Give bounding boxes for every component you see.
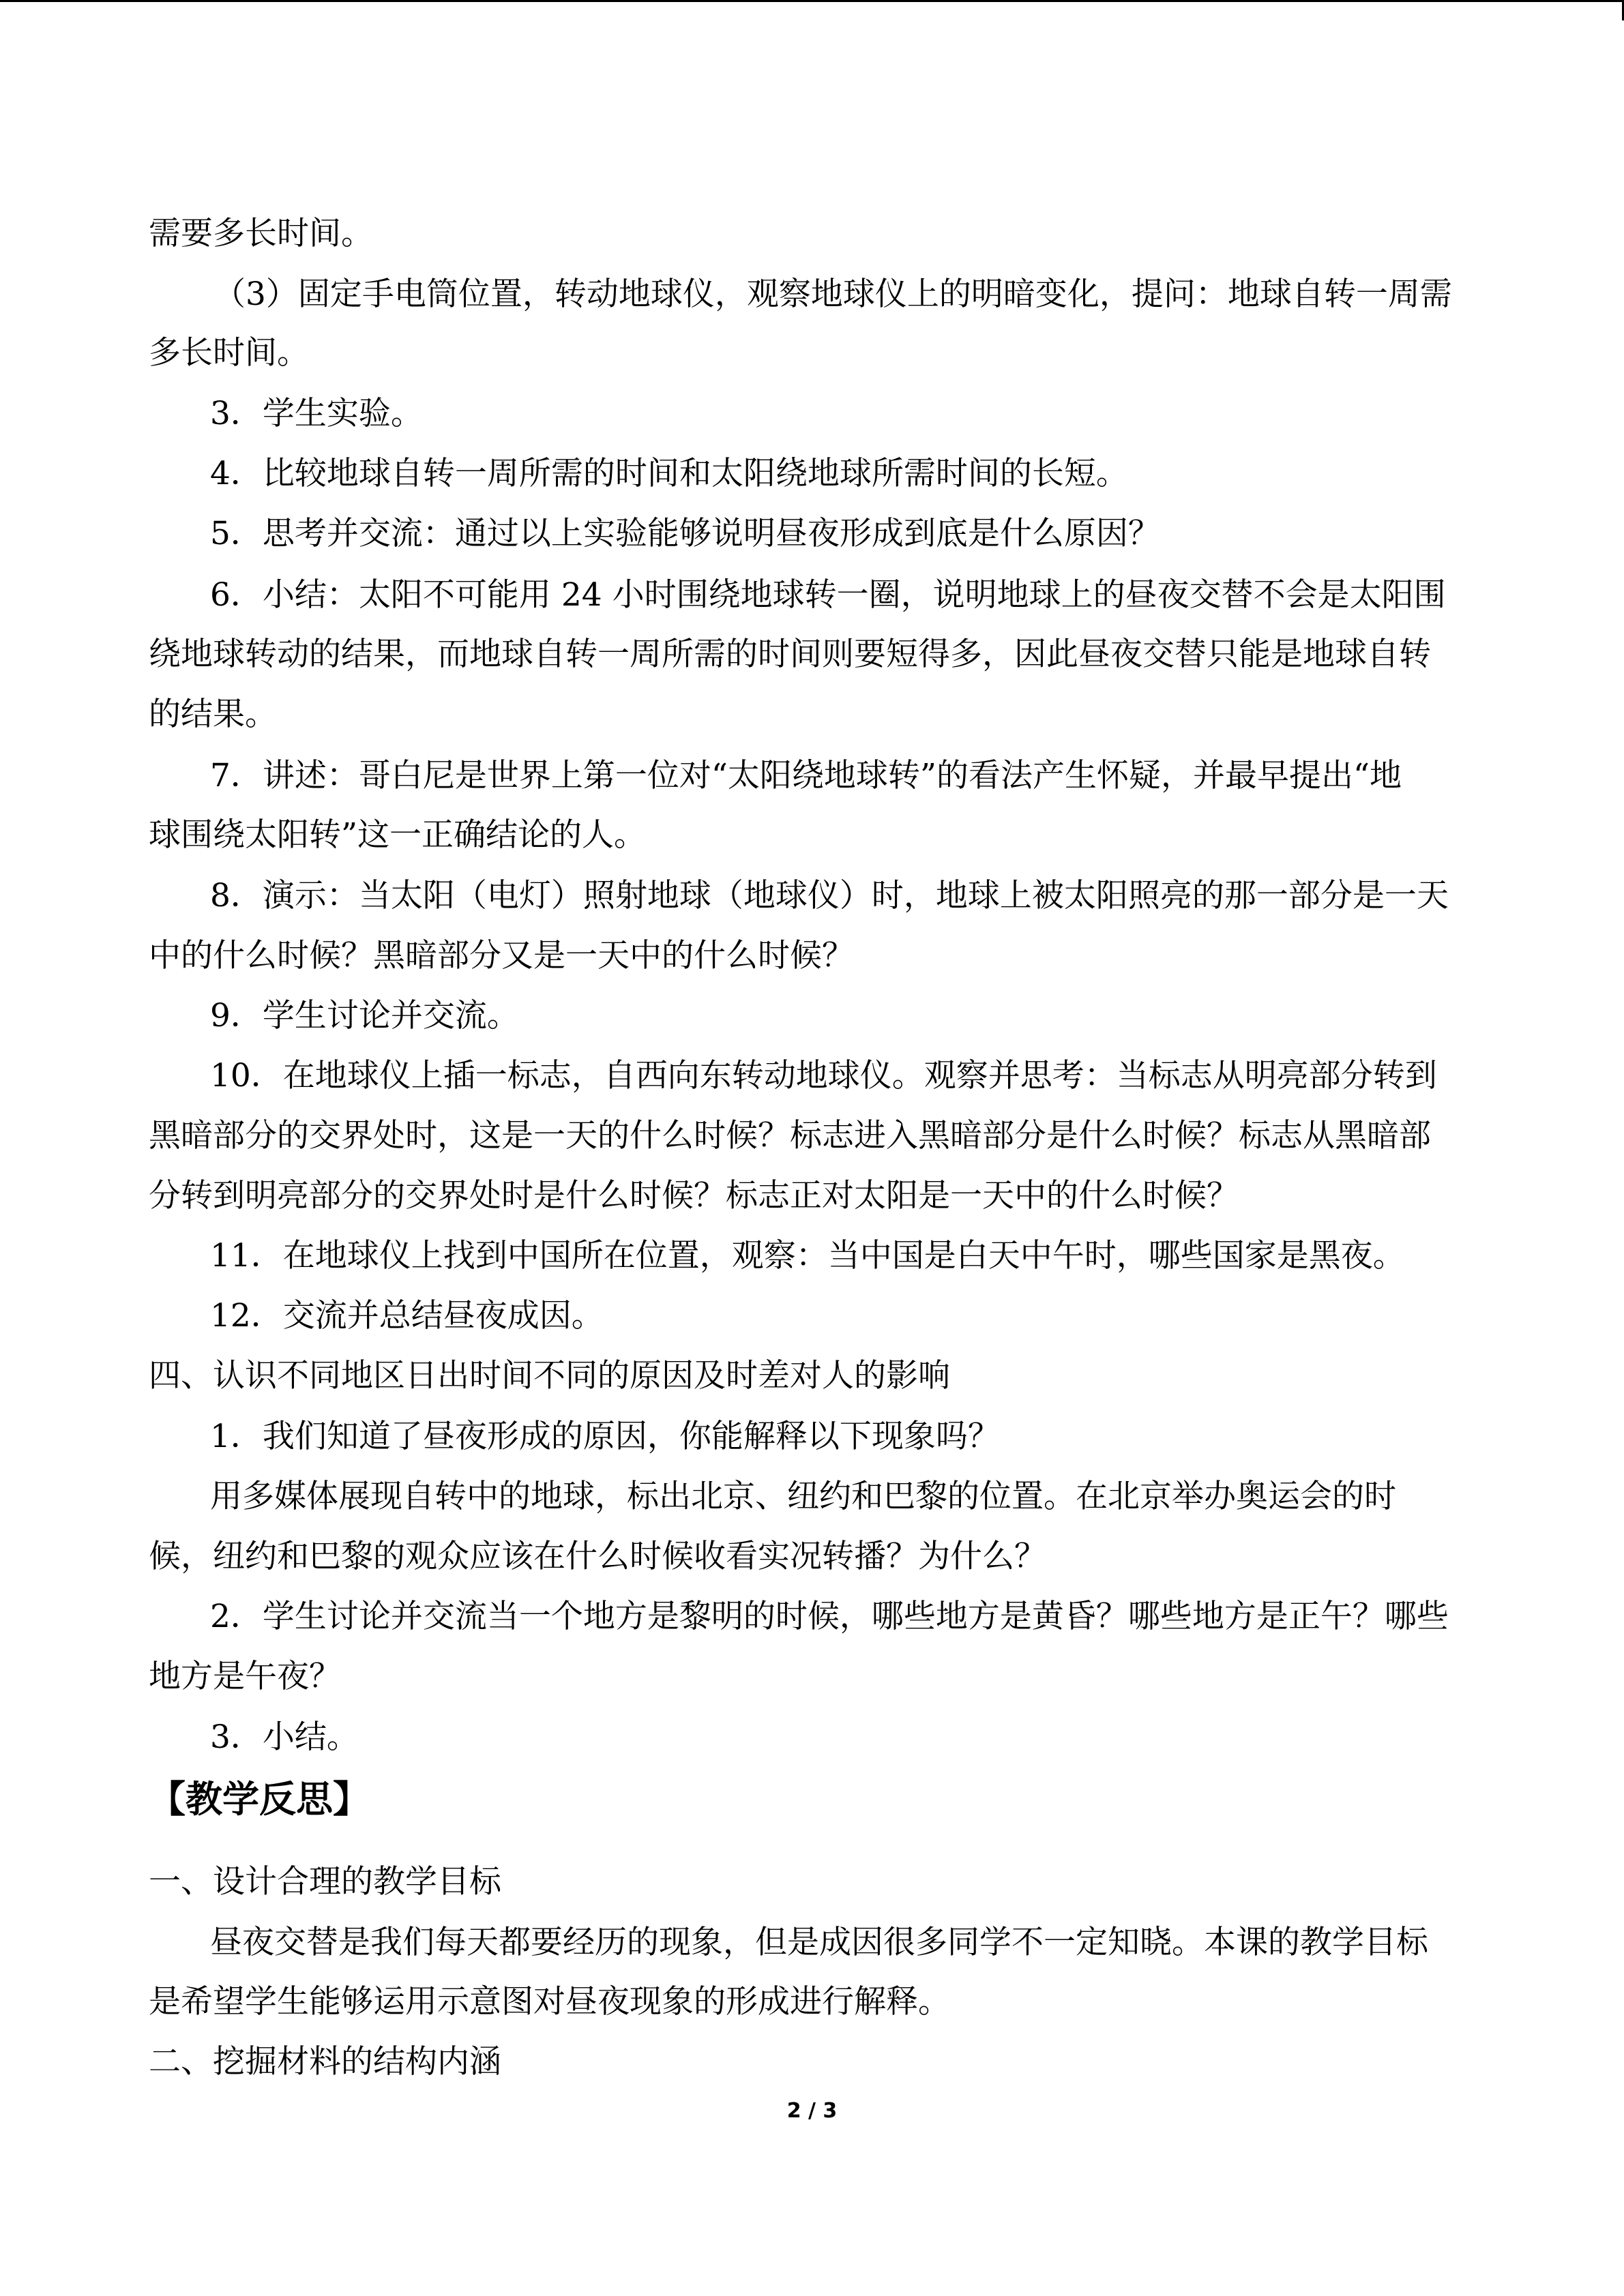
- text-line: 6．小结：太阳不可能用 24 小时围绕地球转一圈，说明地球上的昼夜交替不会是太阳围: [210, 576, 1446, 614]
- text-line: 1．我们知道了昼夜形成的原因，你能解释以下现象吗？: [210, 1418, 1000, 1455]
- text-line: 5．思考并交流：通过以上实验能够说明昼夜形成到底是什么原因？: [210, 515, 1160, 552]
- text-line: 7．讲述：哥白尼是世界上第一位对“太阳绕地球转”的看法产生怀疑，并最早提出“地: [210, 757, 1402, 794]
- text-line: 多长时间。: [149, 334, 309, 372]
- page-top-border: [0, 0, 1624, 2]
- text-line: 球围绕太阳转”这一正确结论的人。: [149, 816, 647, 854]
- page-number: 2 / 3: [786, 2099, 838, 2123]
- text-line: 9．学生讨论并交流。: [210, 997, 519, 1034]
- text-line: （3）固定手电筒位置，转动地球仪，观察地球仪上的明暗变化，提问：地球自转一周需: [213, 275, 1452, 313]
- text-line: 昼夜交替是我们每天都要经历的现象，但是成因很多同学不一定知晓。本课的教学目标: [210, 1924, 1428, 1961]
- text-line: 2．学生讨论并交流当一个地方是黎明的时候，哪些地方是黄昏？哪些地方是正午？哪些: [210, 1598, 1449, 1635]
- section-title: 四、认识不同地区日出时间不同的原因及时差对人的影响: [149, 1357, 950, 1395]
- text-line: 需要多长时间。: [149, 215, 373, 252]
- section-title: 二、挖掘材料的结构内涵: [149, 2043, 501, 2081]
- text-line: 是希望学生能够运用示意图对昼夜现象的形成进行解释。: [149, 1983, 950, 2021]
- text-line: 3．学生实验。: [210, 395, 423, 432]
- text-line: 地方是午夜？: [149, 1658, 341, 1695]
- section-heading: 【教学反思】: [149, 1778, 370, 1821]
- text-line: 候，纽约和巴黎的观众应该在什么时候收看实况转播？为什么？: [149, 1538, 1046, 1575]
- text-line: 10．在地球仪上插一标志，自西向东转动地球仪。观察并思考：当标志从明亮部分转到: [210, 1057, 1437, 1094]
- text-line: 4．比较地球自转一周所需的时间和太阳绕地球所需时间的长短。: [210, 455, 1128, 492]
- text-line: 3．小结。: [210, 1718, 359, 1756]
- text-line: 绕地球转动的结果，而地球自转一周所需的时间则要短得多，因此昼夜交替只能是地球自转: [149, 636, 1431, 673]
- text-line: 11．在地球仪上找到中国所在位置，观察：当中国是白天中午时，哪些国家是黑夜。: [210, 1237, 1405, 1274]
- text-line: 分转到明亮部分的交界处时是什么时候？标志正对太阳是一天中的什么时候？: [149, 1177, 1239, 1214]
- text-line: 黑暗部分的交界处时，这是一天的什么时候？标志进入黑暗部分是什么时候？标志从黑暗部: [149, 1117, 1431, 1154]
- text-line: 12．交流并总结昼夜成因。: [210, 1297, 604, 1335]
- section-title: 一、设计合理的教学目标: [149, 1863, 501, 1900]
- text-line: 中的什么时候？黑暗部分又是一天中的什么时候？: [149, 937, 854, 974]
- text-line: 用多媒体展现自转中的地球，标出北京、纽约和巴黎的位置。在北京举办奥运会的时: [210, 1478, 1396, 1515]
- text-line: 8．演示：当太阳（电灯）照射地球（地球仪）时，地球上被太阳照亮的那一部分是一天: [210, 877, 1449, 914]
- text-line: 的结果。: [149, 696, 277, 733]
